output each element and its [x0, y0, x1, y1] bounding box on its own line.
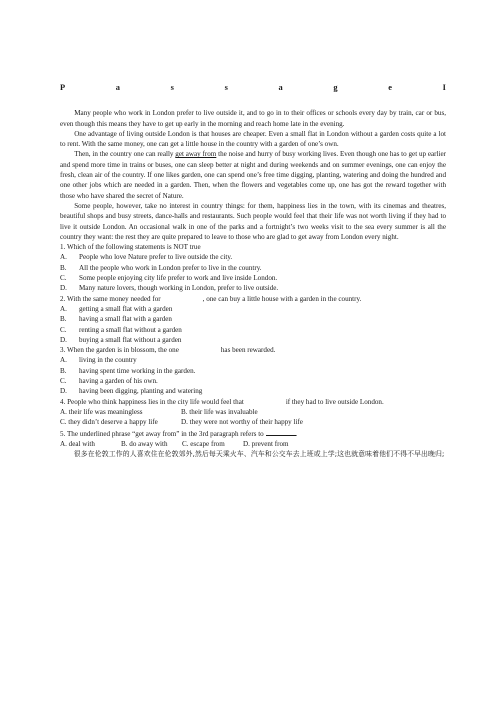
question-1-option-b: [60, 263, 446, 273]
question-4-options-row-2: [60, 417, 446, 427]
question-2-option-c: [60, 325, 446, 335]
option-letter: D.: [60, 284, 67, 293]
question-5-option-c: C. escape from: [182, 439, 225, 448]
option-text: having spent time working in the garden.: [79, 366, 196, 375]
question-2-stem: 2. With the same money needed for: [60, 294, 161, 303]
option-text: living in the country: [79, 356, 137, 365]
question-5-option-d: D. prevent from: [243, 439, 289, 448]
title-letter: a: [115, 83, 120, 92]
option-letter: A.: [60, 304, 67, 313]
chinese-translation: 很多在伦敦工作的人喜欢住在伦敦郊外,然后每天乘火车、汽车和公交车去上班或上学;这也就意味着他们不得不早出晚归;: [73, 450, 445, 459]
option-text: Many nature lovers, though working in London, prefer to live outside.: [79, 284, 279, 293]
option-letter: C.: [60, 325, 67, 334]
question-3: [60, 345, 446, 355]
question-4-option-c: C. they didn’t deserve a happy life: [60, 418, 158, 427]
question-1-option-d: [60, 283, 446, 293]
paragraph-3: [60, 149, 446, 200]
option-text: buying a small flat without a garden: [79, 335, 182, 344]
question-1: 1. Which of the following statements is NOT true: [60, 243, 201, 252]
option-letter: D.: [60, 335, 67, 344]
option-letter: D.: [60, 387, 67, 396]
option-letter: A.: [60, 356, 67, 365]
title-letter: s: [224, 83, 228, 92]
title-letter: e: [388, 83, 392, 92]
question-2-option-a: [60, 304, 446, 314]
option-text: Some people enjoying city life prefer to work and live inside London.: [79, 274, 278, 283]
question-3-stem-end: has been rewarded.: [220, 346, 276, 355]
option-letter: C.: [60, 377, 67, 386]
question-5-option-a: A. deal with: [60, 439, 95, 448]
paragraph-3-start: Then, in the country one can really: [74, 150, 176, 159]
paragraph-3-rest: the noise and hurry of busy working lives. Even though one has to get up earlier and spend more time in trains or buses, one can sleep better at night and during weekends and on summer evenings, one can enjoy the fresh, clean air of the country. If one likes garden, one can spend one’s free time digging, planting, watering and doing the hundred and one other jobs which are needed in a garden. Then, when the flowers and vegetables come up, one has got the reward together with those who have shared the secret of Nature.: [60, 150, 446, 200]
title-letter: I: [442, 83, 446, 92]
question-1-option-c: [60, 273, 446, 283]
question-5-stem-end: .: [295, 429, 298, 438]
title-letter: a: [278, 83, 283, 92]
passage-title: [60, 83, 446, 93]
option-text: getting a small flat with a garden: [79, 304, 173, 313]
question-3-option-d: [60, 386, 446, 396]
answer-blank: [266, 428, 296, 436]
question-5-options-row: [60, 439, 446, 449]
paragraph-2: One advantage of living outside London is that houses are cheaper. Even a small flat in London without a garden costs quite a lot to rent. With the same money, one can get a little house in the country with a garden of one’s own.: [60, 129, 446, 149]
question-4: [60, 397, 446, 407]
question-3-stem: 3. When the garden is in blossom, the one: [60, 346, 179, 355]
title-letter: g: [333, 83, 338, 92]
question-3-option-a: [60, 355, 446, 365]
worksheet-page: [60, 83, 446, 460]
question-4-stem-end: if they had to live outside London.: [285, 397, 384, 406]
option-text: having a small flat with a garden: [79, 315, 172, 324]
question-4-option-b: B. their life was invaluable: [181, 407, 258, 416]
title-letter: s: [170, 83, 174, 92]
option-text: having a garden of his own.: [79, 377, 158, 386]
question-5-option-b: B. do away with: [121, 439, 168, 448]
paragraph-1: Many people who work in London prefer to live outside it, and to go in to their offices or schools every day by train, car or bus, even though this means they have to get up early in the morning and reach home late in the evening.: [60, 109, 446, 128]
option-text: having been digging, planting and watering: [79, 387, 203, 396]
option-letter: B.: [60, 263, 67, 272]
question-2-option-b: [60, 314, 446, 324]
question-3-option-b: [60, 366, 446, 376]
option-letter: B.: [60, 315, 67, 324]
question-4-stem: 4. People who think happiness lies in the city life would feel that: [60, 397, 244, 406]
option-letter: B.: [60, 366, 67, 375]
paragraph-4: Some people, however, take no interest in country things: for them, happiness lies in the town, with its cinemas and theatres, beautiful shops and busy streets, dance-halls and restaurants. Such people would feel that their life was not worth living if they had to live it outside London. An occasional walk in one of the parks and a fortnight’s two weeks visit to the sea every summer is all the country they want: the rest they are quite prepared to leave to those who are glad to get away from London every night.: [60, 201, 446, 241]
title-letter: P: [60, 83, 66, 92]
question-4-option-d: D. they were not worthy of their happy life: [181, 418, 303, 427]
question-5: [60, 428, 446, 439]
option-text: renting a small flat without a garden: [79, 325, 182, 334]
question-4-option-a: A. their life was meaningless: [60, 407, 143, 416]
question-2-option-d: [60, 335, 446, 345]
option-text: All the people who work in London prefer to live in the country.: [79, 263, 262, 272]
option-letter: C.: [60, 274, 67, 283]
question-1-option-a: [60, 252, 446, 262]
question-3-option-c: [60, 376, 446, 386]
question-2: [60, 294, 446, 304]
question-5-stem: 5. The underlined phrase “get away from” in the 3rd paragraph refers to: [60, 429, 264, 438]
underlined-phrase: get away from: [175, 150, 217, 159]
question-2-stem-end: , one can buy a little house with a garden in the country.: [202, 294, 362, 303]
option-letter: A.: [60, 253, 67, 262]
option-text: People who love Nature prefer to live outside the city.: [79, 253, 233, 262]
question-4-options-row-1: [60, 407, 446, 417]
